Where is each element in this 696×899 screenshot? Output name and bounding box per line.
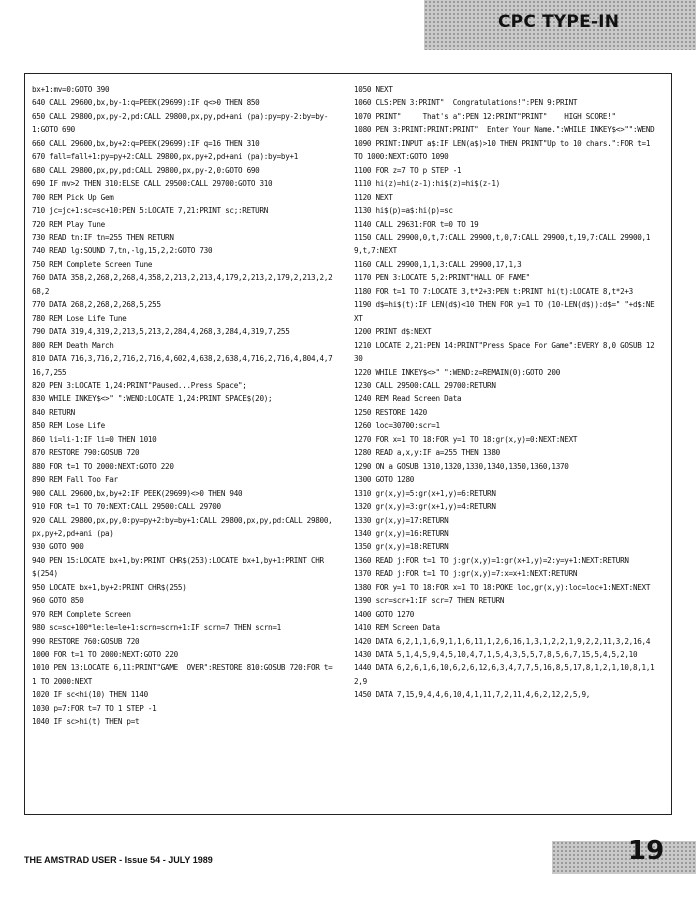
code-line: 860 li=li-1:IF li=0 THEN 1010	[32, 434, 157, 444]
code-line: 890 REM Fall Too Far	[32, 475, 118, 485]
code-line: 1120 NEXT	[354, 192, 393, 202]
code-line: 1380 FOR y=1 TO 18:FOR x=1 TO 18:POKE loc,gr(x,y):loc=loc+1:NEXT:NEXT	[354, 582, 651, 592]
code-line: 1270 FOR x=1 TO 18:FOR y=1 TO 18:gr(x,y)=0:NEXT:NEXT	[354, 434, 578, 444]
code-line: 1310 gr(x,y)=5:gr(x+1,y)=6:RETURN	[354, 488, 496, 498]
code-line: 1100 FOR z=7 TO p STEP -1	[354, 165, 462, 175]
code-line: 970 REM Complete Screen	[32, 609, 131, 619]
code-line: 1300 GOTO 1280	[354, 475, 415, 485]
code-line: 1450 DATA 7,15,9,4,4,6,10,4,1,11,7,2,11,4,6,2,12,2,5,9,	[354, 690, 591, 700]
code-line: 1180 FOR t=1 TO 7:LOCATE 3,t*2+3:PEN t:PRINT hi(t):LOCATE 8,t*2+3	[354, 286, 633, 296]
code-line: 1400 GOTO 1270	[354, 609, 415, 619]
code-line: 830 WHILE INKEY$<>" ":WEND:LOCATE 1,24:PRINT SPACE$(20);	[32, 394, 273, 404]
code-line: 710 jc=jc+1:sc=sc+10:PEN 5:LOCATE 7,21:PRINT sc;:RETURN	[32, 206, 269, 216]
code-line: 1160 CALL 29900,1,1,3:CALL 29900,17,1,3	[354, 259, 522, 269]
code-line: 1050 NEXT	[354, 85, 393, 94]
code-line: 1410 REM Screen Data	[354, 623, 440, 633]
code-line: 1320 gr(x,y)=3:gr(x+1,y)=4:RETURN	[354, 502, 496, 512]
code-line: 1040 IF sc>hi(t) THEN p=t	[32, 717, 140, 727]
code-line: 1290 ON a GOSUB 1310,1320,1330,1340,1350,1360,1370	[354, 461, 569, 471]
code-line: 940 PEN 15:LOCATE bx+1,by:PRINT CHR$(253):LOCATE bx+1,by+1:PRINT CHR$(254)	[32, 555, 324, 579]
page-number: 19	[628, 836, 665, 866]
code-line: 1390 scr=scr+1:IF scr=7 THEN RETURN	[354, 596, 505, 606]
code-line: 680 CALL 29800,px,py,pd:CALL 29800,px,py-2,0:GOTO 690	[32, 165, 260, 175]
code-line: 960 GOTO 850	[32, 596, 84, 606]
code-line: 1360 READ j:FOR t=1 TO j:gr(x,y)=1:gr(x+1,y)=2:y=y+1:NEXT:RETURN	[354, 555, 629, 565]
listing-right-column	[354, 83, 656, 702]
code-line: 660 CALL 29600,bx,by+2:q=PEEK(29699):IF q=16 THEN 310	[32, 138, 260, 148]
code-line: 1150 CALL 29900,0,t,7:CALL 29900,t,0,7:CALL 29900,t,19,7:CALL 29900,19,t,7:NEXT	[354, 232, 651, 256]
code-line: 760 DATA 358,2,268,2,268,4,358,2,213,2,213,4,179,2,213,2,179,2,213,2,268,2	[32, 273, 333, 296]
code-line: 1070 PRINT" That's a":PEN 12:PRINT"PRINT" HIGH SCORE!"	[354, 111, 616, 121]
code-line: 1130 hi$(p)=a$:hi(p)=sc	[354, 206, 453, 216]
code-line: 820 PEN 3:LOCATE 1,24:PRINT"Paused...Press Space";	[32, 380, 247, 390]
code-line: 1250 RESTORE 1420	[354, 407, 427, 417]
code-line: 1220 WHILE INKEY$<>" ":WEND:z=REMAIN(0):GOTO 200	[354, 367, 561, 377]
code-line: 1080 PEN 3:PRINT:PRINT:PRINT" Enter Your Name.":WHILE INKEY$<>"":WEND	[354, 125, 655, 135]
code-line: 990 RESTORE 760:GOSUB 720	[32, 636, 140, 646]
publication-footer: THE AMSTRAD USER - Issue 54 - JULY 1989	[24, 855, 213, 865]
code-line: 1090 PRINT:INPUT a$:IF LEN(a$)>10 THEN PRINT"Up to 10 chars.":FOR t=1 TO 1000:NEXT:GOTO 1090	[354, 138, 655, 162]
code-line: 770 DATA 268,2,268,2,268,5,255	[32, 300, 161, 310]
code-line: 950 LOCATE bx+1,by+2:PRINT CHR$(255)	[32, 582, 187, 592]
page-number-bar	[552, 841, 696, 874]
code-line: 920 CALL 29800,px,py,0:py=py+2:by=by+1:CALL 29800,px,py,pd:CALL 29800,px,py+2,pd+ani (pa)	[32, 515, 333, 538]
code-line: 1060 CLS:PEN 3:PRINT" Congratulations!":PEN 9:PRINT	[354, 98, 578, 108]
code-line: 1430 DATA 5,1,4,5,9,4,5,10,4,7,1,5,4,3,5,5,7,8,5,6,7,15,5,4,5,2,10	[354, 650, 638, 660]
code-line: 1190 d$=hi$(t):IF LEN(d$)<10 THEN FOR y=1 TO (10-LEN(d$)):d$=" "+d$:NEXT	[354, 300, 655, 323]
code-line: 800 REM Death March	[32, 340, 114, 350]
code-line: 850 REM Lose Life	[32, 421, 105, 431]
code-line: 1230 CALL 29500:CALL 29700:RETURN	[354, 380, 496, 390]
code-line: 700 REM Pick Up Gem	[32, 192, 114, 202]
code-line: 980 sc=sc+100*le:le=le+1:scrn=scrn+1:IF scrn=7 THEN scrn=1	[32, 623, 281, 633]
code-line: 1340 gr(x,y)=16:RETURN	[354, 528, 449, 538]
code-line: 1110 hi(z)=hi(z-1):hi$(z)=hi$(z-1)	[354, 179, 500, 189]
code-line: 840 RETURN	[32, 407, 75, 417]
code-line: 1210 LOCATE 2,21:PEN 14:PRINT"Press Space For Game":EVERY 8,0 GOSUB 1230	[354, 340, 655, 364]
code-line: 900 CALL 29600,bx,by+2:IF PEEK(29699)<>0 THEN 940	[32, 488, 243, 498]
code-line: 720 REM Play Tune	[32, 219, 105, 229]
code-line: 670 fall=fall+1:py=py+2:CALL 29800,px,py+2,pd+ani (pa):by=by+1	[32, 152, 299, 162]
code-line: 1200 PRINT d$:NEXT	[354, 327, 432, 337]
code-line: 1240 REM Read Screen Data	[354, 394, 462, 404]
code-line: 790 DATA 319,4,319,2,213,5,213,2,284,4,268,3,284,4,319,7,255	[32, 327, 290, 337]
code-line: 1440 DATA 6,2,6,1,6,10,6,2,6,12,6,3,4,7,7,5,16,8,5,17,8,1,2,1,10,8,1,12,9	[354, 663, 655, 686]
code-line: 740 READ lg:SOUND 7,tn,-lg,15,2,2:GOTO 730	[32, 246, 213, 256]
code-line: 640 CALL 29600,bx,by-1:q=PEEK(29699):IF q<>0 THEN 850	[32, 98, 260, 108]
code-line: 1370 READ j:FOR t=1 TO j:gr(x,y)=7:x=x+1:NEXT:RETURN	[354, 569, 578, 579]
code-line: 730 READ tn:IF tn=255 THEN RETURN	[32, 232, 174, 242]
code-line: bx+1:mv=0:GOTO 390	[32, 85, 110, 94]
code-line: 690 IF mv>2 THEN 310:ELSE CALL 29500:CALL 29700:GOTO 310	[32, 179, 273, 189]
code-line: 810 DATA 716,3,716,2,716,2,716,4,602,4,638,2,638,4,716,2,716,4,804,4,716,7,255	[32, 354, 333, 377]
code-line: 1420 DATA 6,2,1,1,6,9,1,1,6,11,1,2,6,16,1,3,1,2,2,1,9,2,2,11,3,2,16,4	[354, 636, 651, 646]
section-title: CPC TYPE-IN	[498, 12, 620, 32]
code-line: 1030 p=7:FOR t=7 TO 1 STEP -1	[32, 703, 157, 713]
listing-left-column	[32, 83, 334, 729]
code-line: 780 REM Lose Life Tune	[32, 313, 127, 323]
code-line: 1020 IF sc<hi(10) THEN 1140	[32, 690, 148, 700]
code-line: 1010 PEN 13:LOCATE 6,11:PRINT"GAME OVER":RESTORE 810:GOSUB 720:FOR t=1 TO 2000:NEXT	[32, 663, 333, 686]
code-line: 910 FOR t=1 TO 70:NEXT:CALL 29500:CALL 29700	[32, 502, 221, 512]
code-line: 1260 loc=30700:scr=1	[354, 421, 440, 431]
code-line: 750 REM Complete Screen Tune	[32, 259, 153, 269]
code-line: 650 CALL 29800,px,py-2,pd:CALL 29800,px,py,pd+ani (pa):py=py-2:by=by-1:GOTO 690	[32, 111, 329, 135]
code-line: 880 FOR t=1 TO 2000:NEXT:GOTO 220	[32, 461, 174, 471]
code-line: 870 RESTORE 790:GOSUB 720	[32, 448, 140, 458]
code-line: 1170 PEN 3:LOCATE 5,2:PRINT"HALL OF FAME"	[354, 273, 530, 283]
code-line: 1280 READ a,x,y:IF a=255 THEN 1380	[354, 448, 500, 458]
code-line: 1330 gr(x,y)=17:RETURN	[354, 515, 449, 525]
code-line: 1140 CALL 29631:FOR t=0 TO 19	[354, 219, 479, 229]
code-line: 1350 gr(x,y)=18:RETURN	[354, 542, 449, 552]
code-line: 930 GOTO 900	[32, 542, 84, 552]
code-line: 1000 FOR t=1 TO 2000:NEXT:GOTO 220	[32, 650, 178, 660]
